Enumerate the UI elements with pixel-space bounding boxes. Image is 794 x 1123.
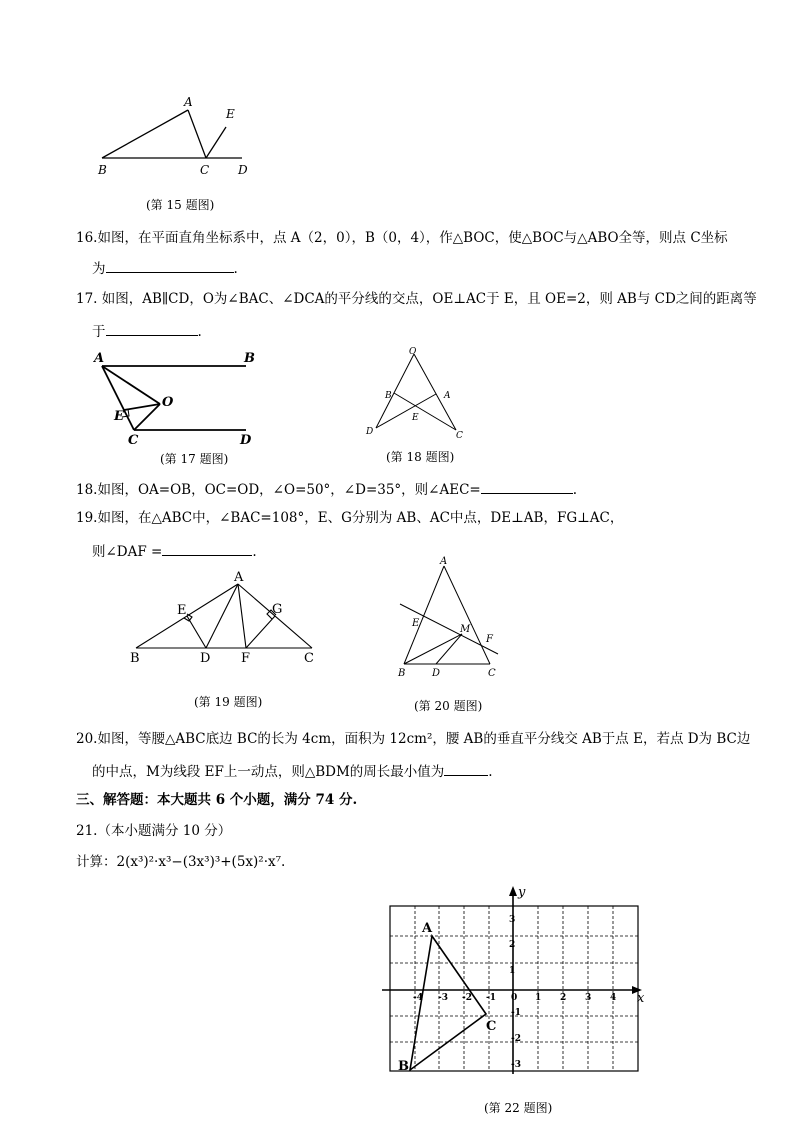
q16-line2: 为 . (92, 258, 238, 278)
q19-prefix: 则∠DAF = (92, 544, 163, 560)
fig17-label-a: A (94, 351, 105, 366)
fig22-y-tick: 1 (509, 966, 516, 976)
q16-prefix: 为 (92, 261, 106, 277)
fig18-label-e: E (412, 413, 419, 423)
fig17-label-c: C (128, 433, 139, 448)
figure-17 (86, 346, 266, 450)
q20-prefix: 的中点，M为线段 EF上一动点，则△BDM的周长最小值为 (92, 764, 445, 780)
q17-answer-blank[interactable] (106, 321, 198, 336)
fig20-label-e: E (412, 618, 420, 629)
fig15-caption: (第 15 题图) (146, 198, 215, 212)
fig20-label-a: A (440, 556, 448, 567)
fig18-label-b: B (385, 391, 392, 401)
fig17-caption: (第 17 题图) (160, 452, 229, 466)
fig15-label-e: E (226, 107, 235, 121)
q18-answer-blank[interactable] (481, 479, 573, 494)
fig22-x-tick: -3 (438, 993, 448, 1003)
figure-20 (392, 554, 504, 682)
fig22-caption: (第 22 题图) (484, 1101, 553, 1115)
fig15-label-a: A (184, 95, 193, 109)
fig22-x-tick: -1 (486, 993, 496, 1003)
figure-18 (360, 344, 470, 444)
section-3-title: 三、解答题：本大题共 6 个小题，满分 74 分. (76, 792, 358, 808)
fig18-label-a: A (444, 391, 451, 401)
q17-line2: 于 . (92, 321, 202, 341)
fig19-label-c: C (304, 651, 314, 666)
fig22-x-tick: 4 (610, 993, 617, 1003)
q20-line2: 的中点，M为线段 EF上一动点，则△BDM的周长最小值为 . (92, 761, 493, 781)
q21-expression: 计算：2(x³)²·x³−(3x³)³+(5x)²·x⁷. (76, 854, 286, 870)
fig22-y-tick: -3 (511, 1060, 521, 1070)
fig19-label-b: B (130, 651, 140, 666)
fig22-x-tick: -4 (413, 993, 423, 1003)
fig22-y-axis-label: y (518, 885, 526, 900)
fig15-label-c: C (200, 163, 210, 177)
fig15-label-d: D (238, 163, 248, 177)
fig17-label-d: D (240, 433, 252, 448)
fig17-label-b: B (244, 351, 255, 366)
q17-prefix: 于 (92, 324, 106, 340)
q19-line1: 19.如图，在△ABC中，∠BAC=108°，E、G分别为 AB、AC中点，DE⊥AB，FG⊥AC， (76, 510, 624, 526)
q18-text: 18.如图，OA=OB，OC=OD，∠O=50°，∠D=35°，则∠AEC= (76, 482, 481, 498)
fig20-label-c: C (488, 668, 496, 679)
q17-line1: 17. 如图，AB∥CD，O为∠BAC、∠DCA的平分线的交点，OE⊥AC于 E，且 OE=2，则 AB与 CD之间的距离等 (76, 291, 757, 307)
fig20-label-d: D (432, 668, 441, 679)
fig22-x-tick: 0 (511, 993, 518, 1003)
fig22-label-c: C (486, 1019, 497, 1034)
q18-line: 18.如图，OA=OB，OC=OD，∠O=50°，∠D=35°，则∠AEC= . (76, 479, 577, 499)
fig18-label-o: O (409, 347, 417, 357)
fig22-y-tick: -2 (511, 1034, 521, 1044)
fig20-label-b: B (398, 668, 406, 679)
fig22-y-tick: -1 (511, 1008, 521, 1018)
fig22-y-tick: 2 (509, 940, 516, 950)
fig22-x-tick: 1 (535, 993, 542, 1003)
fig17-label-e: E (114, 409, 124, 424)
q19-answer-blank[interactable] (162, 541, 252, 556)
figure-15 (90, 92, 260, 180)
fig22-x-tick: 2 (560, 993, 567, 1003)
q20-answer-blank[interactable] (444, 761, 488, 776)
q16-answer-blank[interactable] (106, 258, 234, 273)
fig19-label-a: A (234, 570, 244, 585)
fig18-label-d: D (366, 427, 374, 437)
q21-header: 21.（本小题满分 10 分） (76, 823, 232, 839)
fig17-label-o: O (162, 395, 174, 410)
q20-line1: 20.如图，等腰△ABC底边 BC的长为 4cm，面积为 12cm²，腰 AB的垂直平分线交 AB于点 E，若点 D为 BC边 (76, 731, 751, 747)
fig15-label-b: B (98, 163, 107, 177)
fig22-x-axis-label: x (637, 991, 645, 1006)
fig22-x-tick: -2 (462, 993, 472, 1003)
fig20-label-f: F (486, 634, 493, 645)
fig22-label-a: A (422, 921, 433, 936)
fig22-x-tick: 3 (585, 993, 592, 1003)
fig22-label-b: B (398, 1059, 409, 1074)
fig22-y-tick: 3 (509, 915, 516, 925)
fig20-caption: (第 20 题图) (414, 699, 483, 713)
fig18-label-c: C (456, 431, 463, 441)
q16-line1: 16.如图，在平面直角坐标系中，点 A（2，0），B（0，4），作△BOC，使△BOC与△ABO全等，则点 C坐标 (76, 230, 728, 246)
figure-22-grid (380, 884, 650, 1080)
q19-line2: 则∠DAF = . (92, 541, 257, 561)
figure-19 (126, 566, 326, 666)
fig20-label-m: M (460, 624, 471, 635)
fig18-caption: (第 18 题图) (386, 450, 455, 464)
fig19-label-f: F (241, 651, 251, 666)
fig19-label-g: G (272, 602, 283, 617)
fig19-caption: (第 19 题图) (194, 695, 263, 709)
fig19-label-d: D (200, 651, 211, 666)
fig19-label-e: E (177, 603, 187, 618)
